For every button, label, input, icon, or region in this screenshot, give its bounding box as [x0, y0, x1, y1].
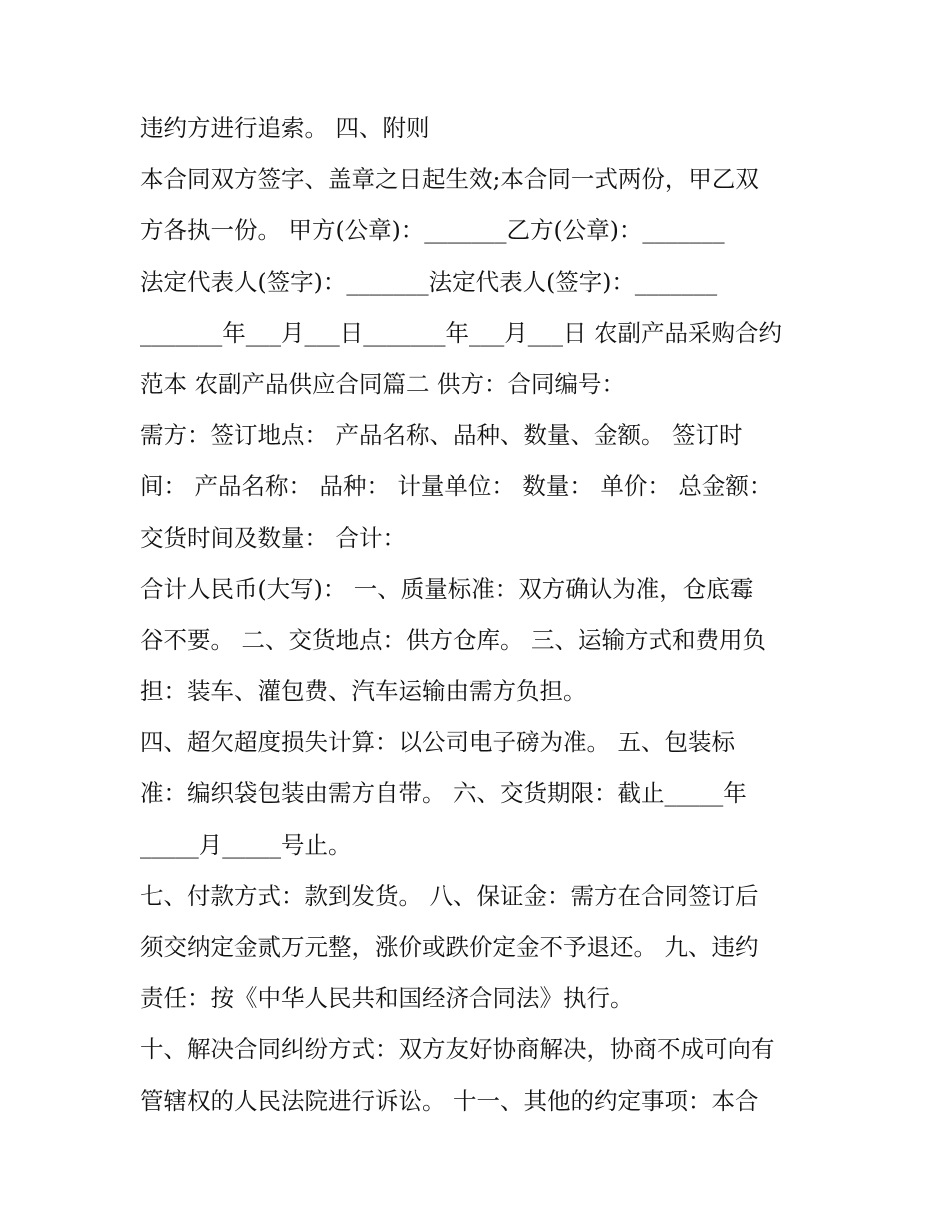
text-line: _____月_____号止。: [140, 830, 352, 859]
text-line: 七、付款方式：款到发货。 八、保证金：需方在合同签订后: [140, 881, 759, 910]
text-line: 间： 产品名称： 品种： 计量单位： 数量： 单价： 总金额：: [140, 472, 773, 501]
text-line: 需方：签订地点： 产品名称、品种、数量、金额。 签订时: [140, 421, 743, 450]
text-line: 谷不要。 二、交货地点：供方仓库。 三、运输方式和费用负: [140, 625, 766, 654]
text-line: 责任：按《中华人民共和国经济合同法》执行。: [140, 984, 634, 1013]
text-line: 合计人民币(大写)： 一、质量标准：双方确认为准，仓底霉: [140, 574, 754, 603]
text-line: 准：编织袋包装由需方自带。 六、交货期限：截止_____年: [140, 779, 747, 808]
text-line: 方各执一份。 甲方(公章)：_______乙方(公章)：_______: [140, 216, 725, 245]
text-line: 本合同双方签字、盖章之日起生效;本合同一式两份，甲乙双: [140, 165, 759, 194]
text-line: 违约方进行追索。 四、附则: [140, 114, 430, 142]
text-line: _______年___月___日_______年___月___日 农副产品采购合约: [140, 318, 782, 347]
text-line: 管辖权的人民法院进行诉讼。 十一、其他的约定事项：本合: [140, 1086, 759, 1115]
text-line: 法定代表人(签字)：_______法定代表人(签字)：_______: [140, 267, 718, 296]
text-line: 须交纳定金贰万元整，涨价或跌价定金不予退还。 九、违约: [140, 933, 759, 961]
text-line: 范本 农副产品供应合同篇二 供方：合同编号：: [140, 369, 625, 398]
text-line: 十、解决合同纠纷方式：双方友好协商解决，协商不成可向有: [140, 1035, 775, 1064]
document-body: [140, 103, 830, 1127]
text-line: 担：装车、灌包费、汽车运输由需方负担。: [140, 677, 587, 706]
text-line: 交货时间及数量： 合计：: [140, 523, 406, 552]
text-line: 四、超欠超度损失计算：以公司电子磅为准。 五、包装标: [140, 728, 735, 757]
